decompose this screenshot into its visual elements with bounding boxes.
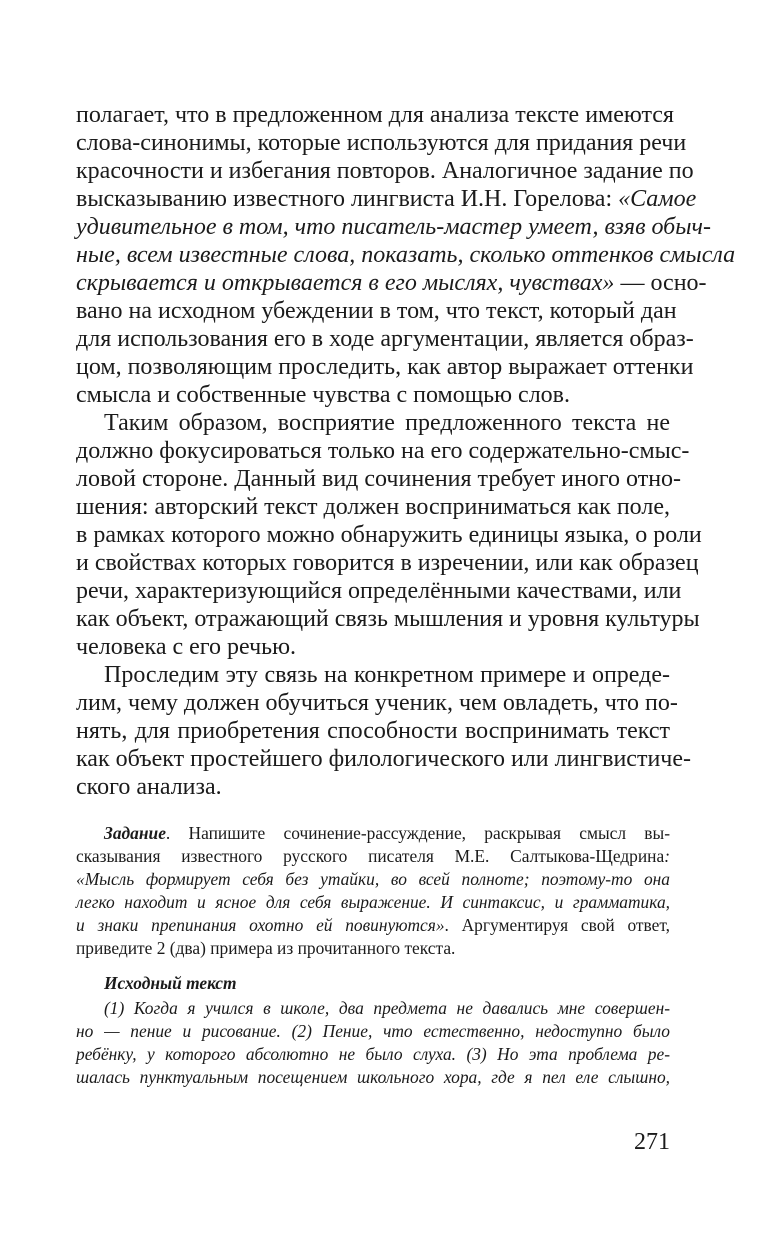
text-line: смысла и собственные чувства с помощью слов. (76, 382, 571, 408)
text-line: полагает, что в предложенном для анализа тексте имеются (76, 102, 674, 128)
text-line: цом, позволяющим проследить, как автор выражает оттенки (76, 354, 694, 380)
paragraph-first-line: Проследим эту связь на конкретном примере и опреде- (104, 662, 670, 688)
gorelov-quote-start: «Самое (618, 186, 697, 212)
text-line: и свойствах которых говорится в изречении, или как образец (76, 550, 699, 576)
text-line: ского анализа. (76, 774, 222, 800)
source-heading: Исходный текст (104, 973, 237, 993)
task-quote-line: легко находит и ясное для себя выражение. И синтаксис, и грамматика, (76, 892, 670, 912)
task-line: приведите 2 (два) примера из прочитанного текста. (76, 938, 456, 958)
source-line: но — пение и рисование. (2) Пение, что естественно, недоступно было (76, 1021, 670, 1041)
gorelov-quote-line: ные, всем известные слова, показать, сколько оттенков смысла (76, 242, 736, 268)
task-line (104, 822, 670, 844)
text-line (76, 185, 697, 213)
text-line: в рамках которого можно обнаружить единицы языка, о роли (76, 522, 702, 548)
text-segment: . Аргументируя свой ответ, (444, 915, 670, 935)
task-label: Задание (104, 823, 166, 843)
source-line: шалась пунктуальным посещением школьного хора, где я пел еле слышно, (76, 1067, 670, 1087)
task-quote-line: «Мысль формирует себя без утайки, во всей полноте; поэтому-то она (76, 869, 670, 889)
text-line: как объект простейшего филологического или лингвистиче- (76, 746, 691, 772)
text-line: как объект, отражающий связь мышления и уровня культуры (76, 606, 700, 632)
text-line (76, 269, 707, 297)
text-segment: : (664, 846, 670, 866)
text-line: вано на исходном убеждении в том, что текст, который дан (76, 298, 677, 324)
text-line: для использования его в ходе аргументации, является образ- (76, 326, 694, 352)
text-segment: . Напишите сочинение-рассуждение, раскрывая смысл вы- (165, 823, 670, 843)
text-line: красочности и избегания повторов. Аналогичное задание по (76, 158, 694, 184)
gorelov-quote-end: скрывается и открывается в его мыслях, чувствах» (76, 270, 615, 296)
text-line: лим, чему должен обучиться ученик, чем овладеть, что по- (76, 690, 678, 716)
text-line: должно фокусироваться только на его содержательно-смыс- (76, 438, 690, 464)
text-segment: высказыванию известного лингвиста И.Н. Горелова: (76, 186, 619, 212)
task-quote-end: и знаки препинания охотно ей повинуются» (76, 915, 445, 935)
text-line: нять, для приобретения способности воспринимать текст (76, 718, 670, 744)
text-line: шения: авторский текст должен восприниматься как поле, (76, 494, 670, 520)
paragraph-first-line: Таким образом, восприятие предложенного текста не (104, 410, 670, 436)
text-segment: сказывания известного русского писателя М.Е. Салтыкова-Щедрина (76, 846, 665, 866)
task-line (76, 914, 670, 936)
text-line: человека с его речью. (76, 634, 297, 660)
text-line: речи, характеризующийся определёнными качествами, или (76, 578, 682, 604)
source-line: ребёнку, у которого абсолютно не было слуха. (3) Но эта проблема ре- (76, 1044, 670, 1064)
task-line (76, 845, 670, 867)
source-line: (1) Когда я учился в школе, два предмета не давались мне совершен- (104, 998, 670, 1018)
text-segment: — осно- (614, 270, 707, 296)
gorelov-quote-line: удивительное в том, что писатель-мастер умеет, взяв обыч- (76, 214, 711, 240)
text-line: ловой стороне. Данный вид сочинения требует иного отно- (76, 466, 682, 492)
page-number: 271 (634, 1129, 670, 1155)
text-line: слова-синонимы, которые используются для придания речи (76, 130, 687, 156)
